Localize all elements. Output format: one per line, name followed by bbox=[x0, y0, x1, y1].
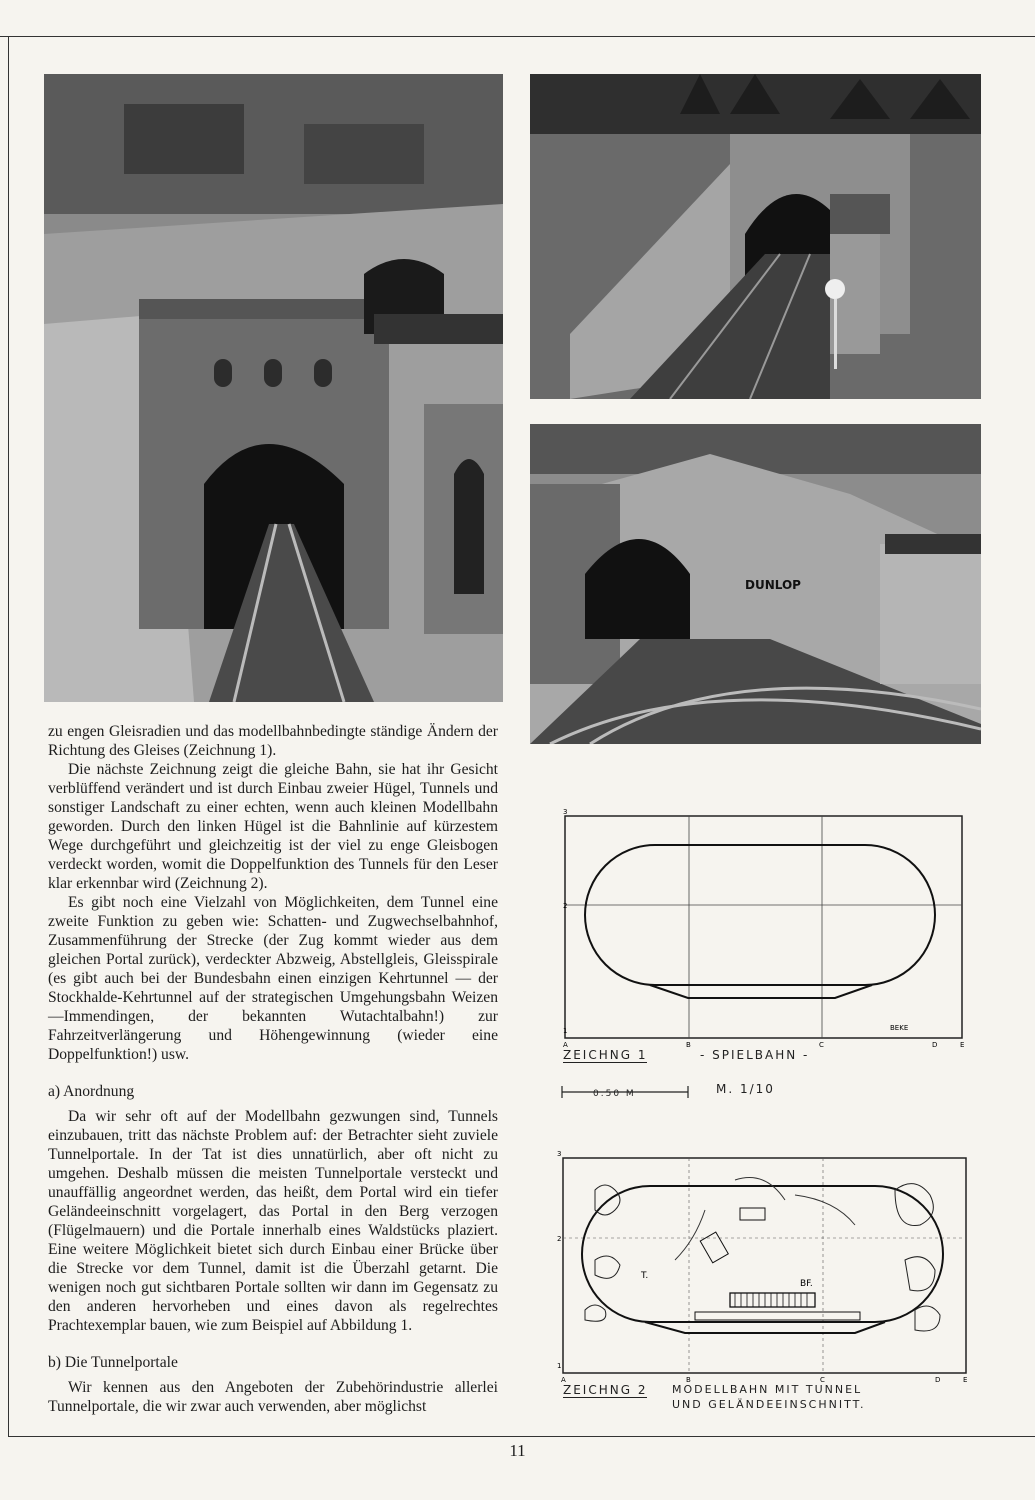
d2-station-label: BF. bbox=[800, 1279, 813, 1289]
photo-tunnel-signal-box bbox=[530, 74, 981, 399]
paragraph-tunnelportale: Wir kennen aus den Angeboten der Zubehörindustrie allerlei Tunnelportale, die wir zwar auch verwenden, aber möglichst bbox=[48, 1379, 498, 1415]
drawing-1-caption-left: ZEICHNG 1 bbox=[563, 1048, 648, 1062]
drawing-2-caption-left: ZEICHNG 2 bbox=[563, 1383, 648, 1397]
d1-col-d: D bbox=[932, 1041, 938, 1049]
paragraph-anordnung: Da wir sehr oft auf der Modellbahn gezwungen sind, Tunnels einzubauen, tritt das nächste Problem auf: der Betrachter sieht zuviele Tunnelportale. In der Tat ist dies unnatürlich, aber oft nicht zu umgehen. Deshalb müssen die meisten Tunnelportale versteckt und unauffällig angeordnet werden, das heißt, dem Portal wird ein tiefer Geländeeinschnitt vorgelagert, das Portal in den Berg verzogen (Flügelmauern) und die Portale innerhalb eines Waldstücks plaziert. Eine weitere Möglichkeit bietet sich durch Einbau einer Brücke über die Strecke vor dem Tunnel, damit ist die Überzahl getarnt. Die wenigen noch gut sichtbaren Portale sollten wir dann im Gegensatz zu den anderen hervorheben und eines davon als regelrechtes Prachtexemplar bauen, wie zum Beispiel auf Abbildung 1. bbox=[48, 1108, 498, 1334]
drawing-2-caption-line1: MODELLBAHN MIT TUNNEL bbox=[672, 1383, 863, 1396]
dunlop-sign: DUNLOP bbox=[745, 578, 801, 592]
bottom-rule bbox=[8, 1436, 1035, 1437]
d1-col-b: B bbox=[686, 1041, 691, 1049]
article-text bbox=[48, 722, 498, 1416]
drawing-1-caption-right: - SPIELBAHN - bbox=[700, 1048, 810, 1062]
d2-col-b: B bbox=[686, 1376, 691, 1384]
d2-col-d: D bbox=[935, 1376, 941, 1384]
drawing-1-spielbahn bbox=[560, 808, 970, 1048]
photo-tunnel-dunlop bbox=[530, 424, 981, 744]
paragraph-2: Die nächste Zeichnung zeigt die gleiche Bahn, sie hat ihr Gesicht verblüffend verändert und ist durch Einbau zweier Hügel, Tunnels und sonstiger Landschaft zu einer echten, wenn auch kleinen Modellbahn geworden. Durch den linken Hügel ist die Bahnlinie auf kürzestem Wege durchgeführt und gleichzeitig ist der viel zu enge Gleisbogen verdeckt worden, womit die Doppelfunktion des Tunnels für den Leser klar erkennbar wird (Zeichnung 2). bbox=[48, 761, 498, 892]
heading-tunnelportale: b) Die Tunnelportale bbox=[48, 1354, 178, 1371]
d1-col-c: C bbox=[819, 1041, 824, 1049]
d2-row-2: 2 bbox=[557, 1235, 562, 1243]
top-rule bbox=[0, 36, 1035, 37]
d2-row-3: 3 bbox=[557, 1150, 562, 1158]
drawing-1-scale: M. 1/10 bbox=[716, 1082, 775, 1096]
drawing-1-scale-bar-label: 0.50 M bbox=[593, 1089, 636, 1099]
paragraph-3: Es gibt noch eine Vielzahl von Möglichkeiten, dem Tunnel eine zweite Funktion zu geben wie: Schatten- und Zugwechselbahnhof, Zusammenführung der Strecke (der Zug kommt wieder aus dem gleichen Portal zurück), verdeckter Abzweig, Abstellgleis, Gleisspirale (es gibt auch bei der Bundesbahn einen einzigen Kehrtunnel — der Stockhalde-Kehrtunnel auf der strategischen Umgehungsbahn Weizen—Immendingen, der bekannten Wutachtalbahn!) zur Fahrzeitverlängerung und Höhengewinnung (wieder eine Doppelfunktion!) usw. bbox=[48, 894, 498, 1063]
paragraph-1: zu engen Gleisradien und das modellbahnbedingte ständige Ändern der Richtung des Gleises (Zeichnung 1). bbox=[48, 723, 498, 759]
page-number: 11 bbox=[509, 1441, 526, 1460]
d1-col-e: E bbox=[960, 1041, 965, 1049]
d2-col-a: A bbox=[561, 1376, 566, 1384]
photo-tunnel-portal-large bbox=[44, 74, 503, 702]
d1-row-3: 3 bbox=[563, 808, 568, 816]
d2-tunnel-label: T. bbox=[641, 1271, 649, 1281]
drawing-2-modellbahn bbox=[555, 1150, 975, 1385]
d1-row-2: 2 bbox=[563, 902, 568, 910]
drawing-2-caption-line2: UND GELÄNDEEINSCHNITT. bbox=[672, 1398, 866, 1411]
d1-row-1: 1 bbox=[563, 1027, 568, 1035]
heading-anordnung: a) Anordnung bbox=[48, 1083, 135, 1100]
d2-col-c: C bbox=[820, 1376, 825, 1384]
d1-signature: BEKE bbox=[890, 1024, 909, 1032]
d1-col-a: A bbox=[563, 1041, 568, 1049]
left-rule bbox=[8, 36, 9, 1436]
d2-col-e: E bbox=[963, 1376, 968, 1384]
d2-row-1: 1 bbox=[557, 1362, 562, 1370]
